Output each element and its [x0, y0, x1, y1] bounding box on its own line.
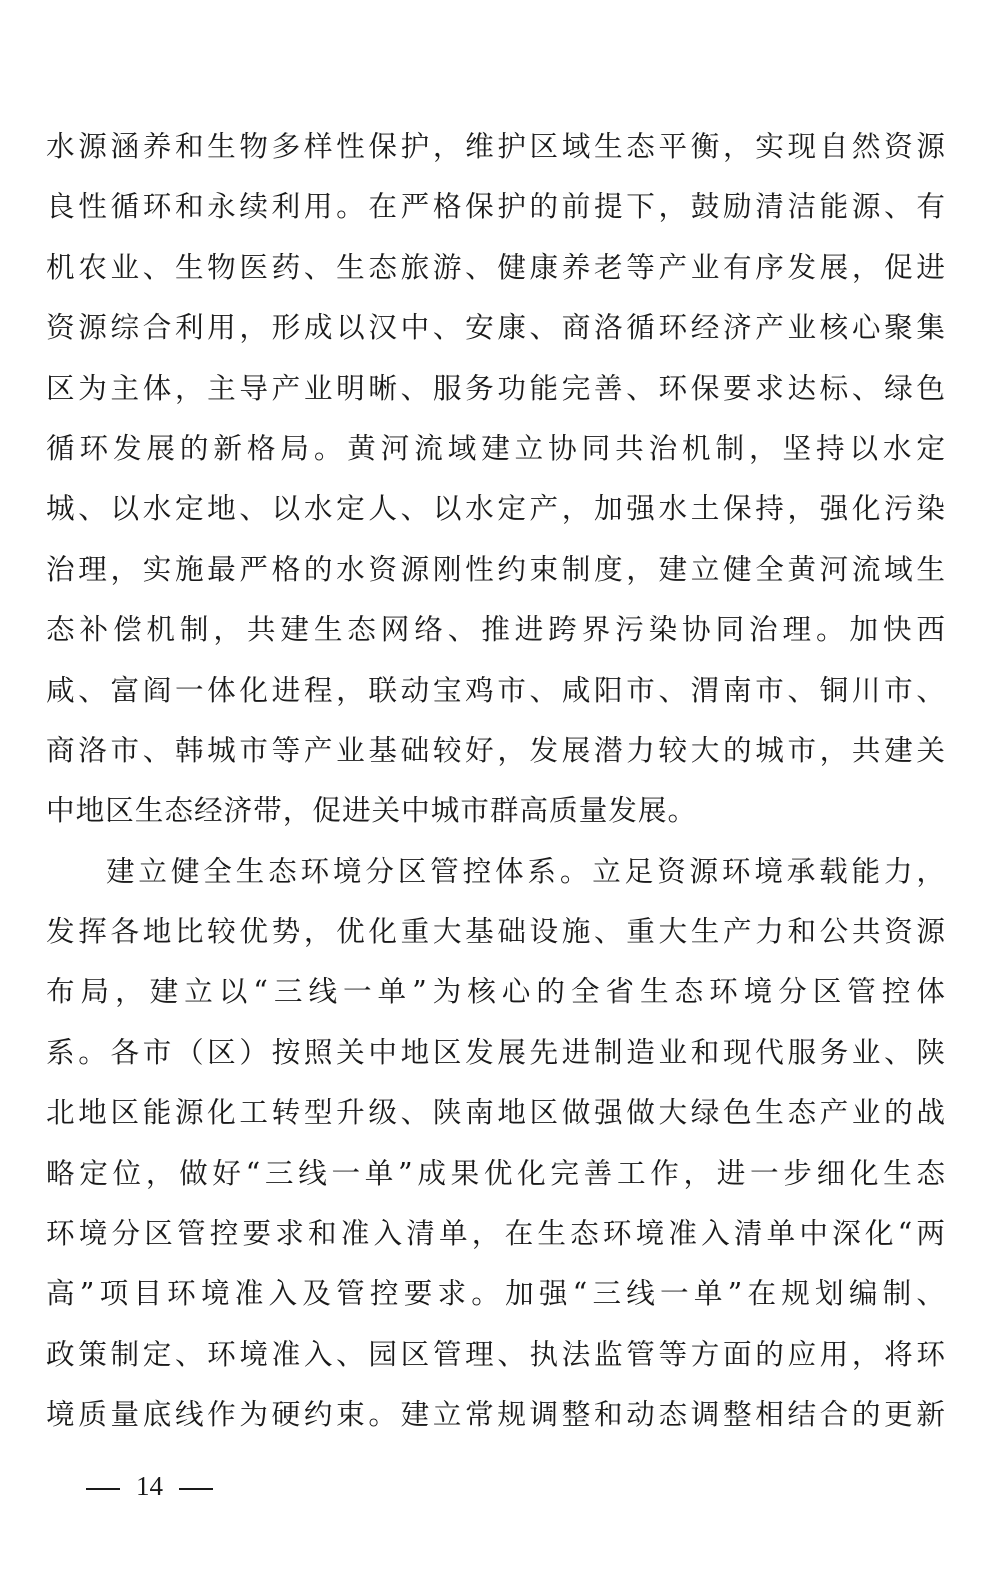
text-line: 环境分区管控要求和准入清单，在生态环境准入清单中深化“两	[46, 1216, 946, 1251]
text-line: 机农业、生物医药、生态旅游、健康养老等产业有序发展，促进	[46, 249, 946, 284]
text-line: 中地区生态经济带，促进关中城市群高质量发展。	[46, 793, 698, 828]
text-line: 态补偿机制，共建生态网络、推进跨界污染协同治理。加快西	[46, 612, 946, 647]
text-line: 建立健全生态环境分区管控体系。立足资源环境承载能力，	[106, 853, 946, 888]
text-line: 发挥各地比较优势，优化重大基础设施、重大生产力和公共资源	[46, 914, 946, 949]
text-line: 商洛市、韩城市等产业基础较好，发展潜力较大的城市，共建关	[46, 732, 946, 767]
text-line: 循环发展的新格局。黄河流域建立协同共治机制，坚持以水定	[46, 430, 946, 465]
text-line: 水源涵养和生物多样性保护，维护区域生态平衡，实现自然资源	[46, 129, 946, 163]
paragraph-1	[46, 116, 946, 841]
text-line: 资源综合利用，形成以汉中、安康、商洛循环经济产业核心聚集	[46, 310, 946, 345]
dash-right	[179, 1488, 213, 1490]
paragraph-2	[46, 841, 946, 1445]
text-line: 区为主体，主导产业明晰、服务功能完善、环保要求达标、绿色	[46, 370, 946, 405]
text-line: 咸、富阎一体化进程，联动宝鸡市、咸阳市、渭南市、铜川市、	[46, 672, 946, 707]
page-footer	[70, 1466, 229, 1506]
text-line: 良性循环和永续利用。在严格保护的前提下，鼓励清洁能源、有	[46, 189, 946, 224]
text-line: 境质量底线作为硬约束。建立常规调整和动态调整相结合的更新	[46, 1397, 946, 1432]
text-line: 北地区能源化工转型升级、陕南地区做强做大绿色生态产业的战	[46, 1095, 946, 1130]
text-line: 政策制定、环境准入、园区管理、执法监管等方面的应用，将环	[46, 1336, 946, 1371]
page-number: 14	[136, 1471, 163, 1501]
text-line: 系。各市（区）按照关中地区发展先进制造业和现代服务业、陕	[46, 1034, 946, 1069]
text-line: 治理，实施最严格的水资源刚性约束制度，建立健全黄河流域生	[46, 551, 946, 586]
text-line: 布局，建立以“三线一单”为核心的全省生态环境分区管控体	[46, 974, 946, 1009]
text-line: 略定位，做好“三线一单”成果优化完善工作，进一步细化生态	[46, 1155, 946, 1190]
text-line: 城、以水定地、以水定人、以水定产，加强水土保持，强化污染	[46, 491, 946, 526]
body-text	[46, 116, 946, 1445]
text-line: 高”项目环境准入及管控要求。加强“三线一单”在规划编制、	[46, 1276, 946, 1311]
dash-left	[86, 1488, 120, 1490]
